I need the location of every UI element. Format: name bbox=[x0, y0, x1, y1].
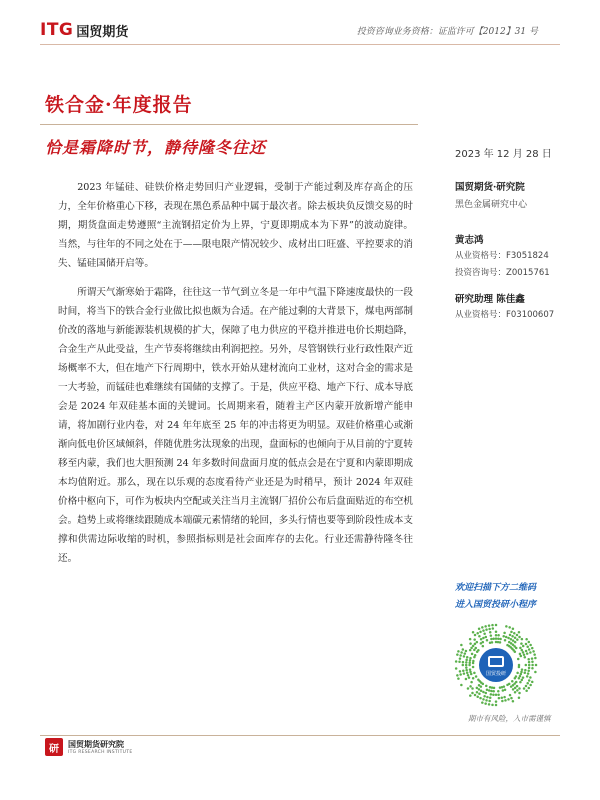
report-subtitle: 恰是霜降时节，静待隆冬往还 bbox=[45, 138, 267, 157]
footer-name-en: ITG RESEARCH INSTITUTE bbox=[68, 750, 133, 755]
research-institute-icon: 研 bbox=[45, 738, 63, 756]
header-divider bbox=[40, 44, 560, 45]
title-divider bbox=[40, 124, 418, 125]
analyst-name: 黄志鸿 bbox=[455, 235, 484, 246]
qr-center-label: 国贸投研 bbox=[485, 671, 507, 677]
footer-logo bbox=[45, 738, 132, 756]
qr-code-icon bbox=[452, 621, 540, 709]
analyst-cert: 从业资格号：F3051824 bbox=[455, 251, 549, 261]
report-date: 2023 年 12 月 28 日 bbox=[455, 149, 552, 160]
body-paragraph: 所谓天气渐寒始于霜降，往往这一节气到立冬是一年中气温下降速度最快的一段时间，将当下的铁合金行业做比拟也颇为合适。在产能过剩的大背景下，煤电两部制价改的落地与新能源装机规模的扩大，保障了电力供应的平稳并推进电价长期趋降，合金生产从此受益，生产节奏将继续由利润把控。另外，尽管钢铁行业行政性限产近场概率不大，但在地产下行周期中，铁水开始从建材流向工业材，这对合金的需求是一大考验，而锰硅也难继续有国储的支撑了。于是，供应平稳、地产下行、成本导底会是 2024 年双硅基本面的关键词。长周期来看，随着主产区内蒙开放新增产能申请，将加剧行业内卷，对 24 年年底至 25 年的冲击将更为明显。双硅价格重心或渐渐向低电价区域倾斜，伴随优胜劣汰现象的出现，盘面标的也倾向于从目前的宁夏转移至内蒙，我们也大胆预测 24 年多数时间盘面月度的低点会是在宁夏和内蒙即期成本均值附近。那么，现在以乐观的态度看待产业还是为时稍早，预计 2024 年双硅价格中枢向下，可作为板块内空配或关注当月主流钢厂招价公布后盘面贴近的布空机会。趋势上或将继续跟随成本端碳元素情绪的轮回，多头行情也要等到阶段性成本支撑和供需边际收缩的时机，参照指标则是社会面库存的去化。行业还需静待隆冬往还。 bbox=[58, 287, 413, 564]
qr-caption-line-2: 进入国贸投研小程序 bbox=[455, 600, 537, 610]
risk-note: 期市有风险，入市需谨慎 bbox=[468, 714, 551, 723]
qr-caption-line-1: 欢迎扫描下方二维码 bbox=[455, 583, 537, 593]
report-title: 铁合金·年度报告 bbox=[45, 94, 193, 116]
logo-company-name: 国贸期货 bbox=[76, 24, 129, 40]
author-sidebar bbox=[455, 180, 565, 324]
footer-divider bbox=[40, 735, 560, 736]
logo-itg: ITG bbox=[40, 20, 74, 40]
assistant-cert: 从业资格号：F03100607 bbox=[455, 310, 555, 320]
mini-program-qr-code[interactable] bbox=[452, 621, 540, 709]
analyst-invest-cert: 投资咨询号：Z0015761 bbox=[455, 268, 550, 278]
qr-caption bbox=[455, 580, 536, 614]
dept-title: 国贸期货·研究院 bbox=[455, 182, 525, 193]
report-body bbox=[58, 178, 413, 578]
dept-subtitle: 黑色金属研究中心 bbox=[455, 200, 528, 210]
footer-name-cn: 国贸期货研究院 bbox=[68, 740, 124, 749]
body-paragraph: 2023 年锰硅、硅铁价格走势回归产业逻辑，受制于产能过剩及库存高企的压力，全年价格重心下移，表现在黑色系品种中属于最次者。除去板块负反馈交易的时期，期货盘面走势遵照“主流钢招定价为上界，宁夏即期成本为下界”的波动旋律。当然，与往年的不同之处在于——限电限产情况较少、成材出口旺盛、平控要求的消失、锰硅国储开启等。 bbox=[58, 182, 413, 269]
license-text: 投资咨询业务资格：证监许可【2012】31 号 bbox=[356, 27, 538, 37]
assistant-name: 研究助理 陈佳鑫 bbox=[455, 294, 525, 305]
brand-logo bbox=[40, 20, 128, 40]
